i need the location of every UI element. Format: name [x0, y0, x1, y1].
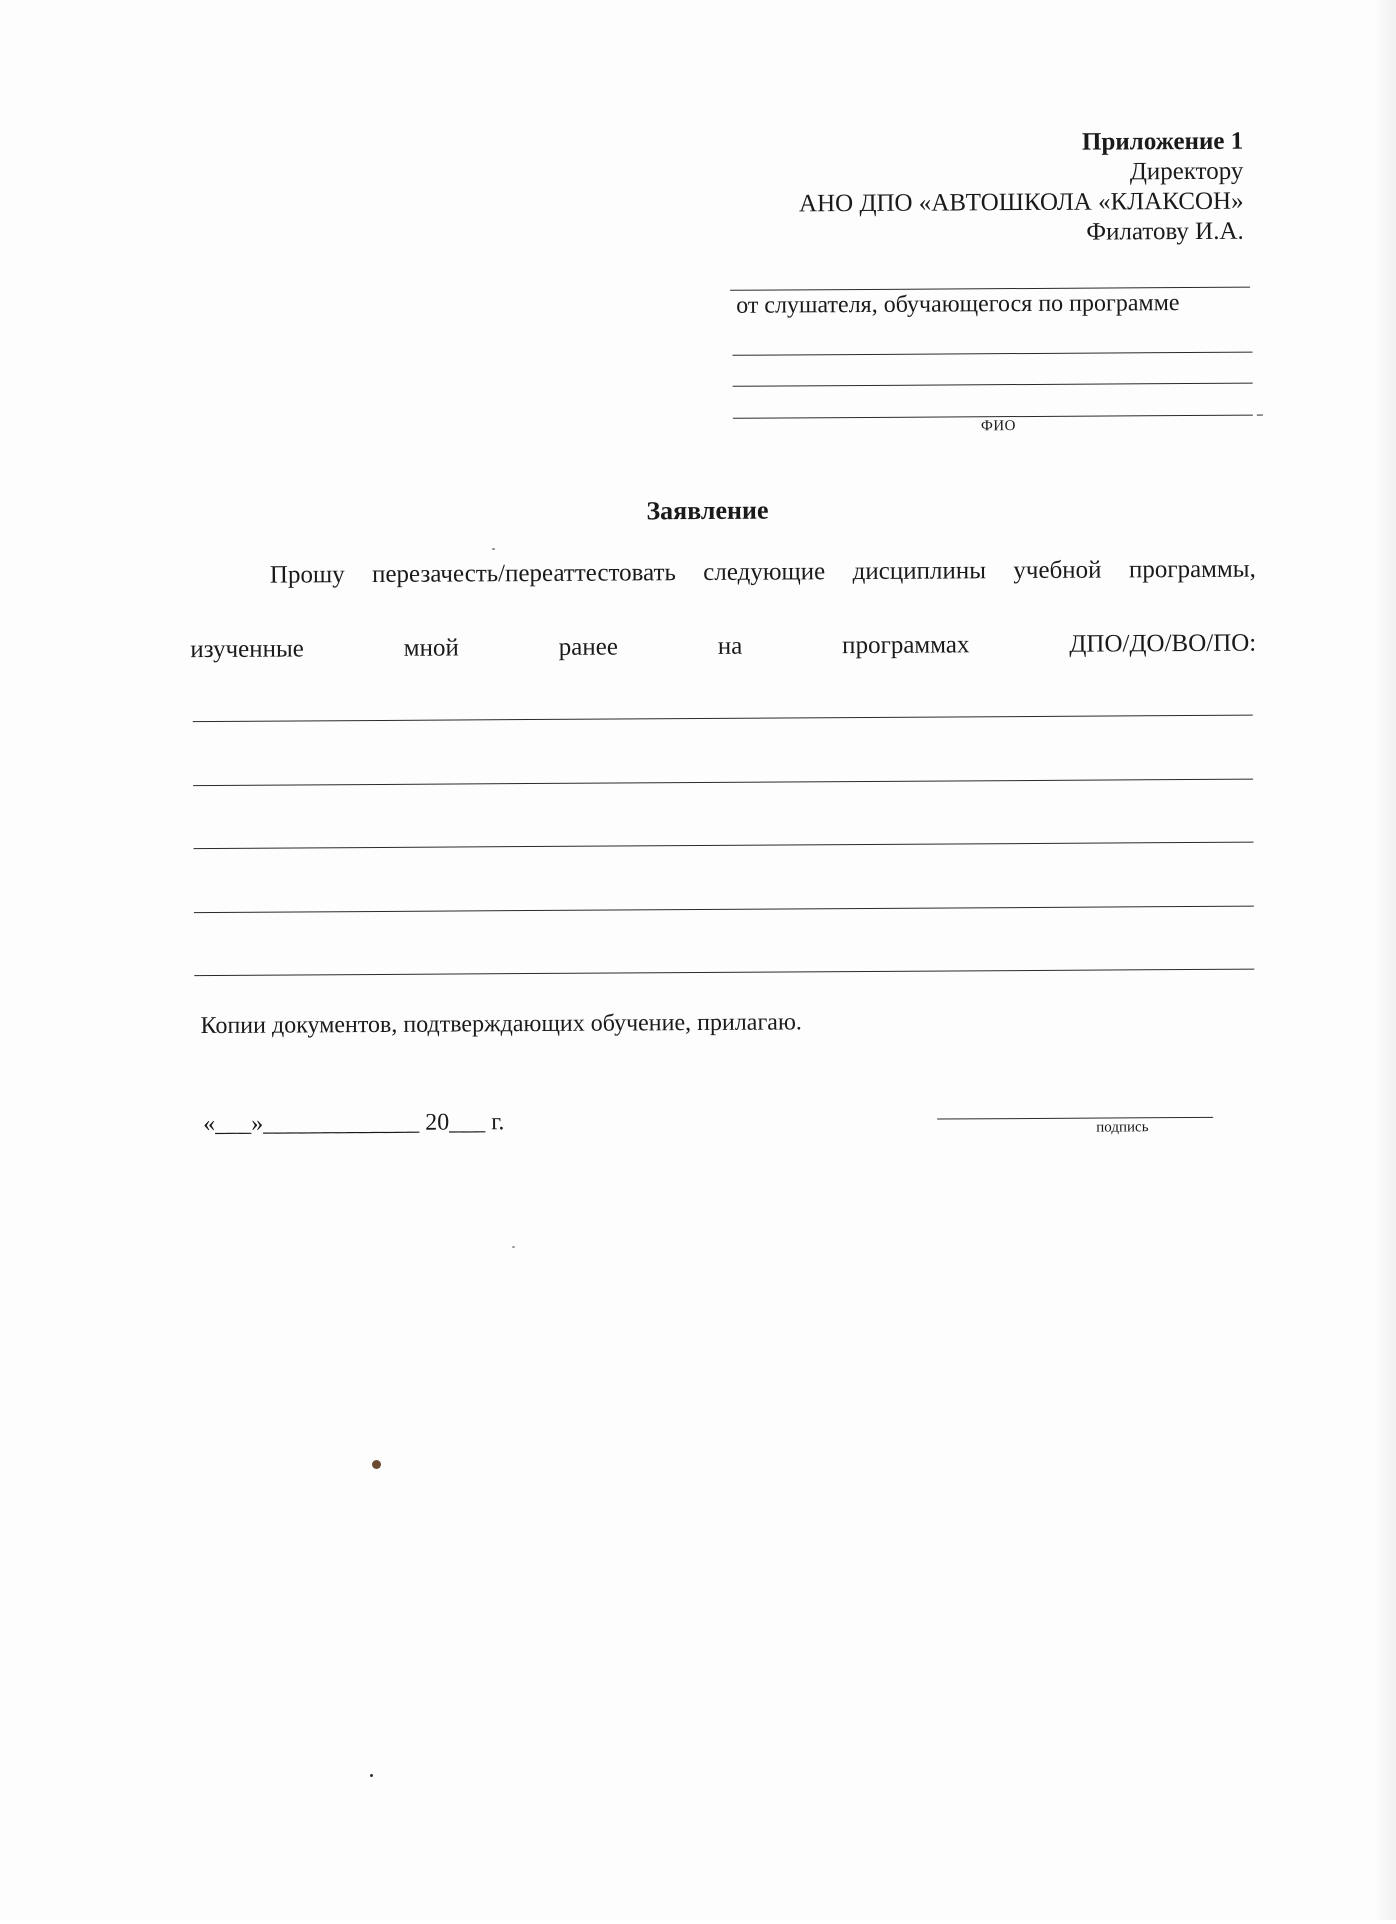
addressee-name: Филатову И.А. — [1086, 217, 1244, 246]
scan-speck — [370, 1774, 373, 1777]
from-student-label: от слушателя, обучающегося по программе — [736, 290, 1180, 319]
addressee-role: Директору — [1129, 157, 1244, 186]
scan-speck — [492, 548, 495, 550]
scan-speck — [372, 1460, 381, 1469]
discipline-line-4[interactable] — [194, 906, 1254, 913]
request-word: на — [717, 632, 743, 660]
discipline-line-2[interactable] — [193, 779, 1253, 786]
fio-caption: ФИО — [980, 418, 1017, 435]
discipline-line-5[interactable] — [194, 969, 1254, 976]
appendix-label: Приложение 1 — [1081, 127, 1244, 156]
request-text-line-2 — [190, 629, 1256, 666]
program-line-1[interactable] — [733, 352, 1253, 356]
addressee-block — [799, 127, 1244, 250]
document-title: Заявление — [646, 495, 769, 526]
request-word: ранее — [558, 633, 618, 661]
fio-line-tail — [1257, 415, 1263, 416]
request-text-line-1: Прошу перезачесть/переаттестовать следующие дисциплины учебной программы, — [269, 555, 1256, 589]
request-word: мной — [403, 634, 459, 662]
signature-caption: подпись — [1096, 1119, 1149, 1136]
scan-speck — [512, 1246, 515, 1248]
request-word: ДПО/ДО/ВО/ПО: — [1069, 629, 1257, 658]
request-word: программах — [842, 631, 970, 660]
discipline-line-1[interactable] — [193, 715, 1253, 722]
program-line-2[interactable] — [733, 383, 1253, 387]
date-field[interactable]: «___»_____________ 20___ г. — [203, 1109, 505, 1138]
request-word: изученные — [190, 635, 304, 664]
attachments-note: Копии документов, подтверждающих обучение, прилагаю. — [200, 1009, 802, 1040]
signature-line[interactable] — [937, 1117, 1213, 1120]
organization-name: АНО ДПО «АВТОШКОЛА «КЛАКСОН» — [798, 187, 1244, 218]
discipline-line-3[interactable] — [194, 842, 1254, 849]
